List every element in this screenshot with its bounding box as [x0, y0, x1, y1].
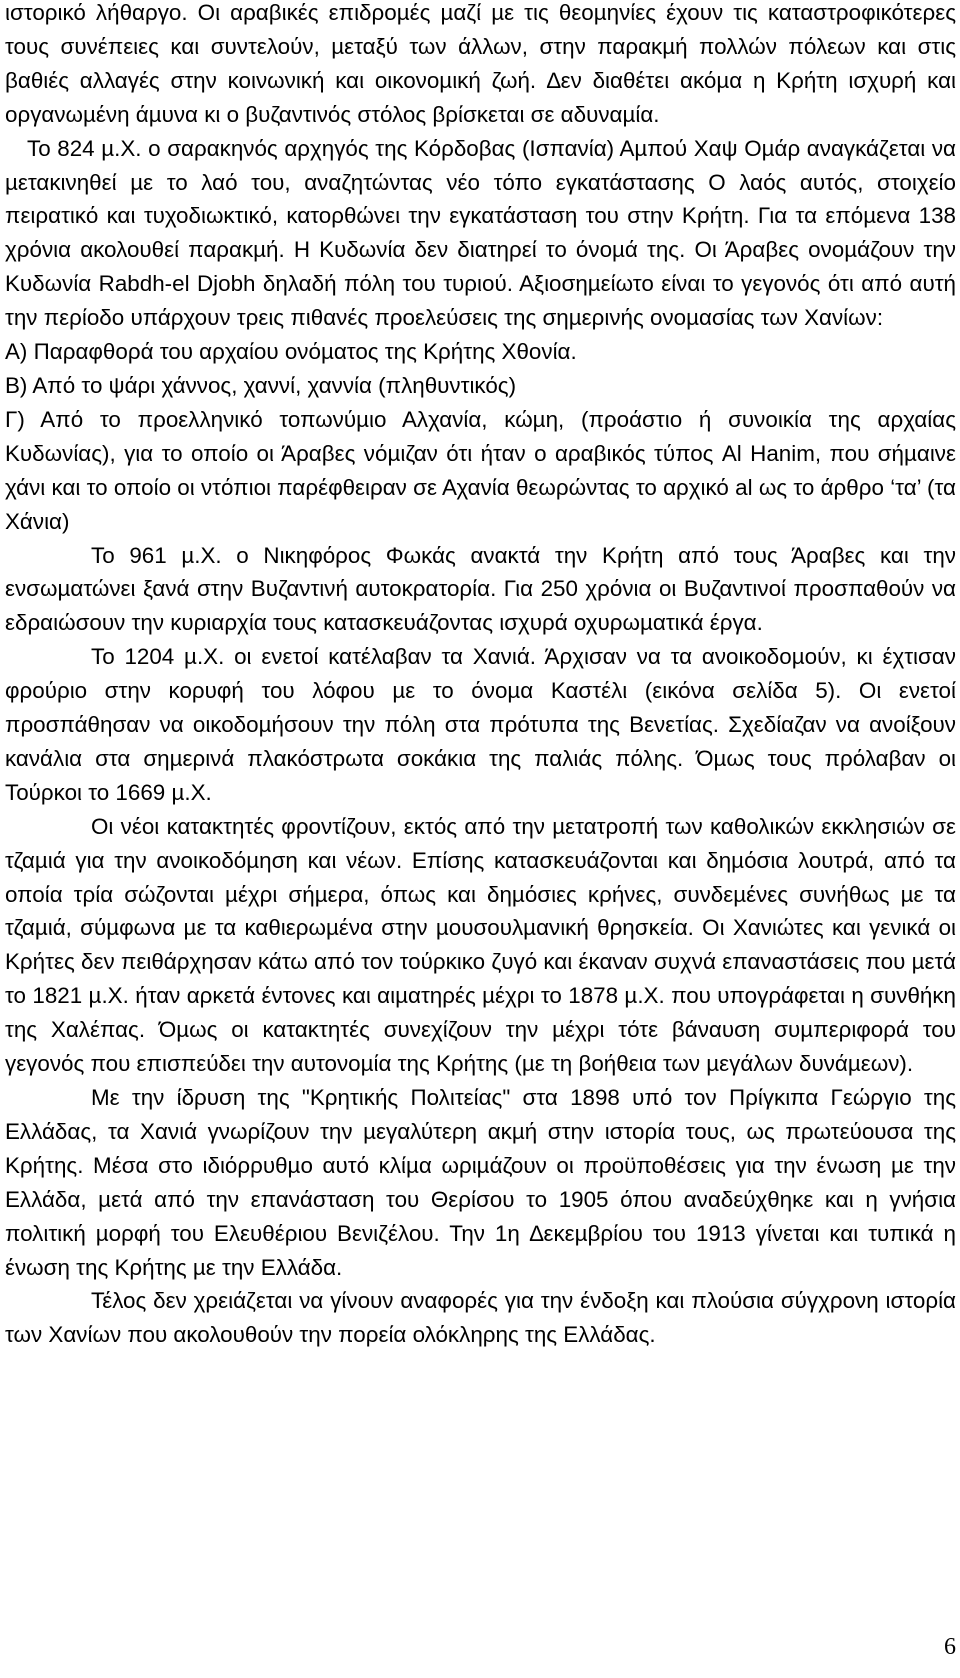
page-number: 6 — [944, 1634, 956, 1660]
document-body — [5, 0, 956, 1352]
paragraph-cretan-state: Με την ίδρυση της "Κρητικής Πολιτείας" στα 1898 υπό τον Πρίγκιπα Γεώργιο της Ελλάδας, τα Χανιά γνωρίζουν την µεγαλύτερη ακµή στην ιστορία τους, ως πρωτεύουσα της Κρήτης. Μέσα στο ιδιόρρυθµο αυτό κλίµα ωριµάζουν οι προϋποθέσεις για την ένωση µε την Ελλάδα, µετά από την επανάσταση του Θερίσου το 1905 όπου αναδεύχθηκε και η γνήσια πολιτική µορφή του Ελευθέριου Βενιζέλου. Την 1η ∆εκεµβρίου του 1913 γίνεται και τυπικά η ένωση της Κρήτης µε την Ελλάδα. — [5, 1085, 956, 1280]
paragraph-824: Το 824 µ.Χ. ο σαρακηνός αρχηγός της Κόρδοβας (Ισπανία) Αµπού Χαψ Οµάρ αναγκάζεται να µετακινηθεί µε το λαό του, αναζητώντας νέο τόπο εγκατάστασης Ο λαός αυτός, στοιχείο πειρατικό και τυχοδιωκτικό, κατορθώνει την εγκατάσταση του στην Κρήτη. Για τα επόµενα 138 χρόνια ακολουθεί παρακµή. Η Κυδωνία δεν διατηρεί το όνοµά της. Οι Άραβες ονοµάζουν την Κυδωνία Rabdh-el Djobh δηλαδή πόλη του τυριού. Αξιοσηµείωτο είναι το γεγονός ότι από αυτή την περίοδο υπάρχουν τρεις πιθανές προελεύσεις της σηµερινής ονοµασίας των Χανίων: — [5, 135, 956, 331]
paragraph-origin-a: Α) Παραφθορά του αρχαίου ονόµατος της Κρήτης Χθονία. — [5, 339, 577, 365]
paragraph-1204: Το 1204 µ.Χ. οι ενετοί κατέλαβαν τα Χανιά. Άρχισαν να τα ανοικοδοµούν, κι έχτισαν φρούριο στην κορυφή του λόφου µε το όνοµα Καστέλι (εικόνα σελίδα 5). Οι ενετοί προσπάθησαν να οικοδοµήσουν την πόλη στα πρότυπα της Βενετίας. Σχεδίαζαν να ανοίξουν κανάλια στα σηµερινά πλακόστρωτα σοκάκια της παλιάς πόλης. Όµως τους πρόλαβαν οι Τούρκοι το 1669 µ.Χ. — [5, 644, 956, 805]
paragraph-961: Το 961 µ.Χ. ο Νικηφόρος Φωκάς ανακτά την Κρήτη από τους Άραβες και την ενσωµατώνει ξανά στην Βυζαντινή αυτοκρατορία. Για 250 χρόνια οι Βυζαντινοί προσπαθούν να εδραιώσουν την κυριαρχία τους κατασκευάζοντας ισχυρά οχυρωµατικά έργα. — [5, 542, 956, 636]
paragraph-closing: Τέλος δεν χρειάζεται να γίνουν αναφορές για την ένδοξη και πλούσια σύγχρονη ιστορία των Χανίων που ακολουθούν την πορεία ολόκληρης της Ελλάδας. — [5, 1288, 956, 1348]
paragraph-ottoman-rule: Οι νέοι κατακτητές φροντίζουν, εκτός από την µετατροπή των καθολικών εκκλησιών σε τζαµιά για την ανοικοδόµηση και νέων. Επίσης κατασκευάζονται και δηµόσια λουτρά, από τα οποία τρία σώζονται µέχρι σήµερα, όπως και δηµόσιες κρήνες, συνδεµένες συνήθως µε τα τζαµιά, σύµφωνα µε τα καθιερωµένα στην µουσουλµανική θρησκεία. Οι Χανιώτες και γενικά οι Κρήτες δεν πειθάρχησαν κάτω από τον τούρκικο ζυγό και έκαναν συχνά επαναστάσεις που µετά το 1821 µ.Χ. ήταν αρκετά έντονες και αιµατηρές µέχρι το 1878 µ.Χ. που υπογράφεται η συνθήκη της Χαλέπας. Όµως οι κατακτητές συνεχίζουν την µέχρι τότε βάναυση συµπεριφορά του γεγονός που επισπεύδει την αυτονοµία της Κρήτης (µε τη βοήθεια των µεγάλων δυνάµεων). — [5, 813, 956, 1077]
paragraph-arab-raids: ιστορικό λήθαργο. Οι αραβικές επιδροµές µαζί µε τις θεοµηνίες έχουν τις καταστροφικότερες τους συνέπειες και συντελούν, µεταξύ των άλλων, στην παρακµή πολλών πόλεων και στις βαθιές αλλαγές στην κοινωνική και οικονοµική ζωή. ∆εν διαθέτει ακόµα η Κρήτη ισχυρή και οργανωµένη άµυνα κι ο βυζαντινός στόλος βρίσκεται σε αδυναµία. — [5, 0, 956, 127]
paragraph-origin-c: Γ) Από το προελληνικό τοπωνύµιο Αλχανία, κώµη, (προάστιο ή συνοικία της αρχαίας Κυδωνίας), για το οποίο οι Άραβες νόµιζαν ότι ήταν ο αραβικός τύπος Al Hanim, που σήµαινε χάνι και το οποίο οι ντόπιοι παρέφθειραν σε Αχανία θεωρώντας το αρχικό al ως το άρθρο ‘τα’ (τα Χάνια) — [5, 406, 956, 534]
paragraph-origin-b: Β) Από το ψάρι χάννος, χαννί, χαννία (πληθυντικός) — [5, 372, 517, 398]
